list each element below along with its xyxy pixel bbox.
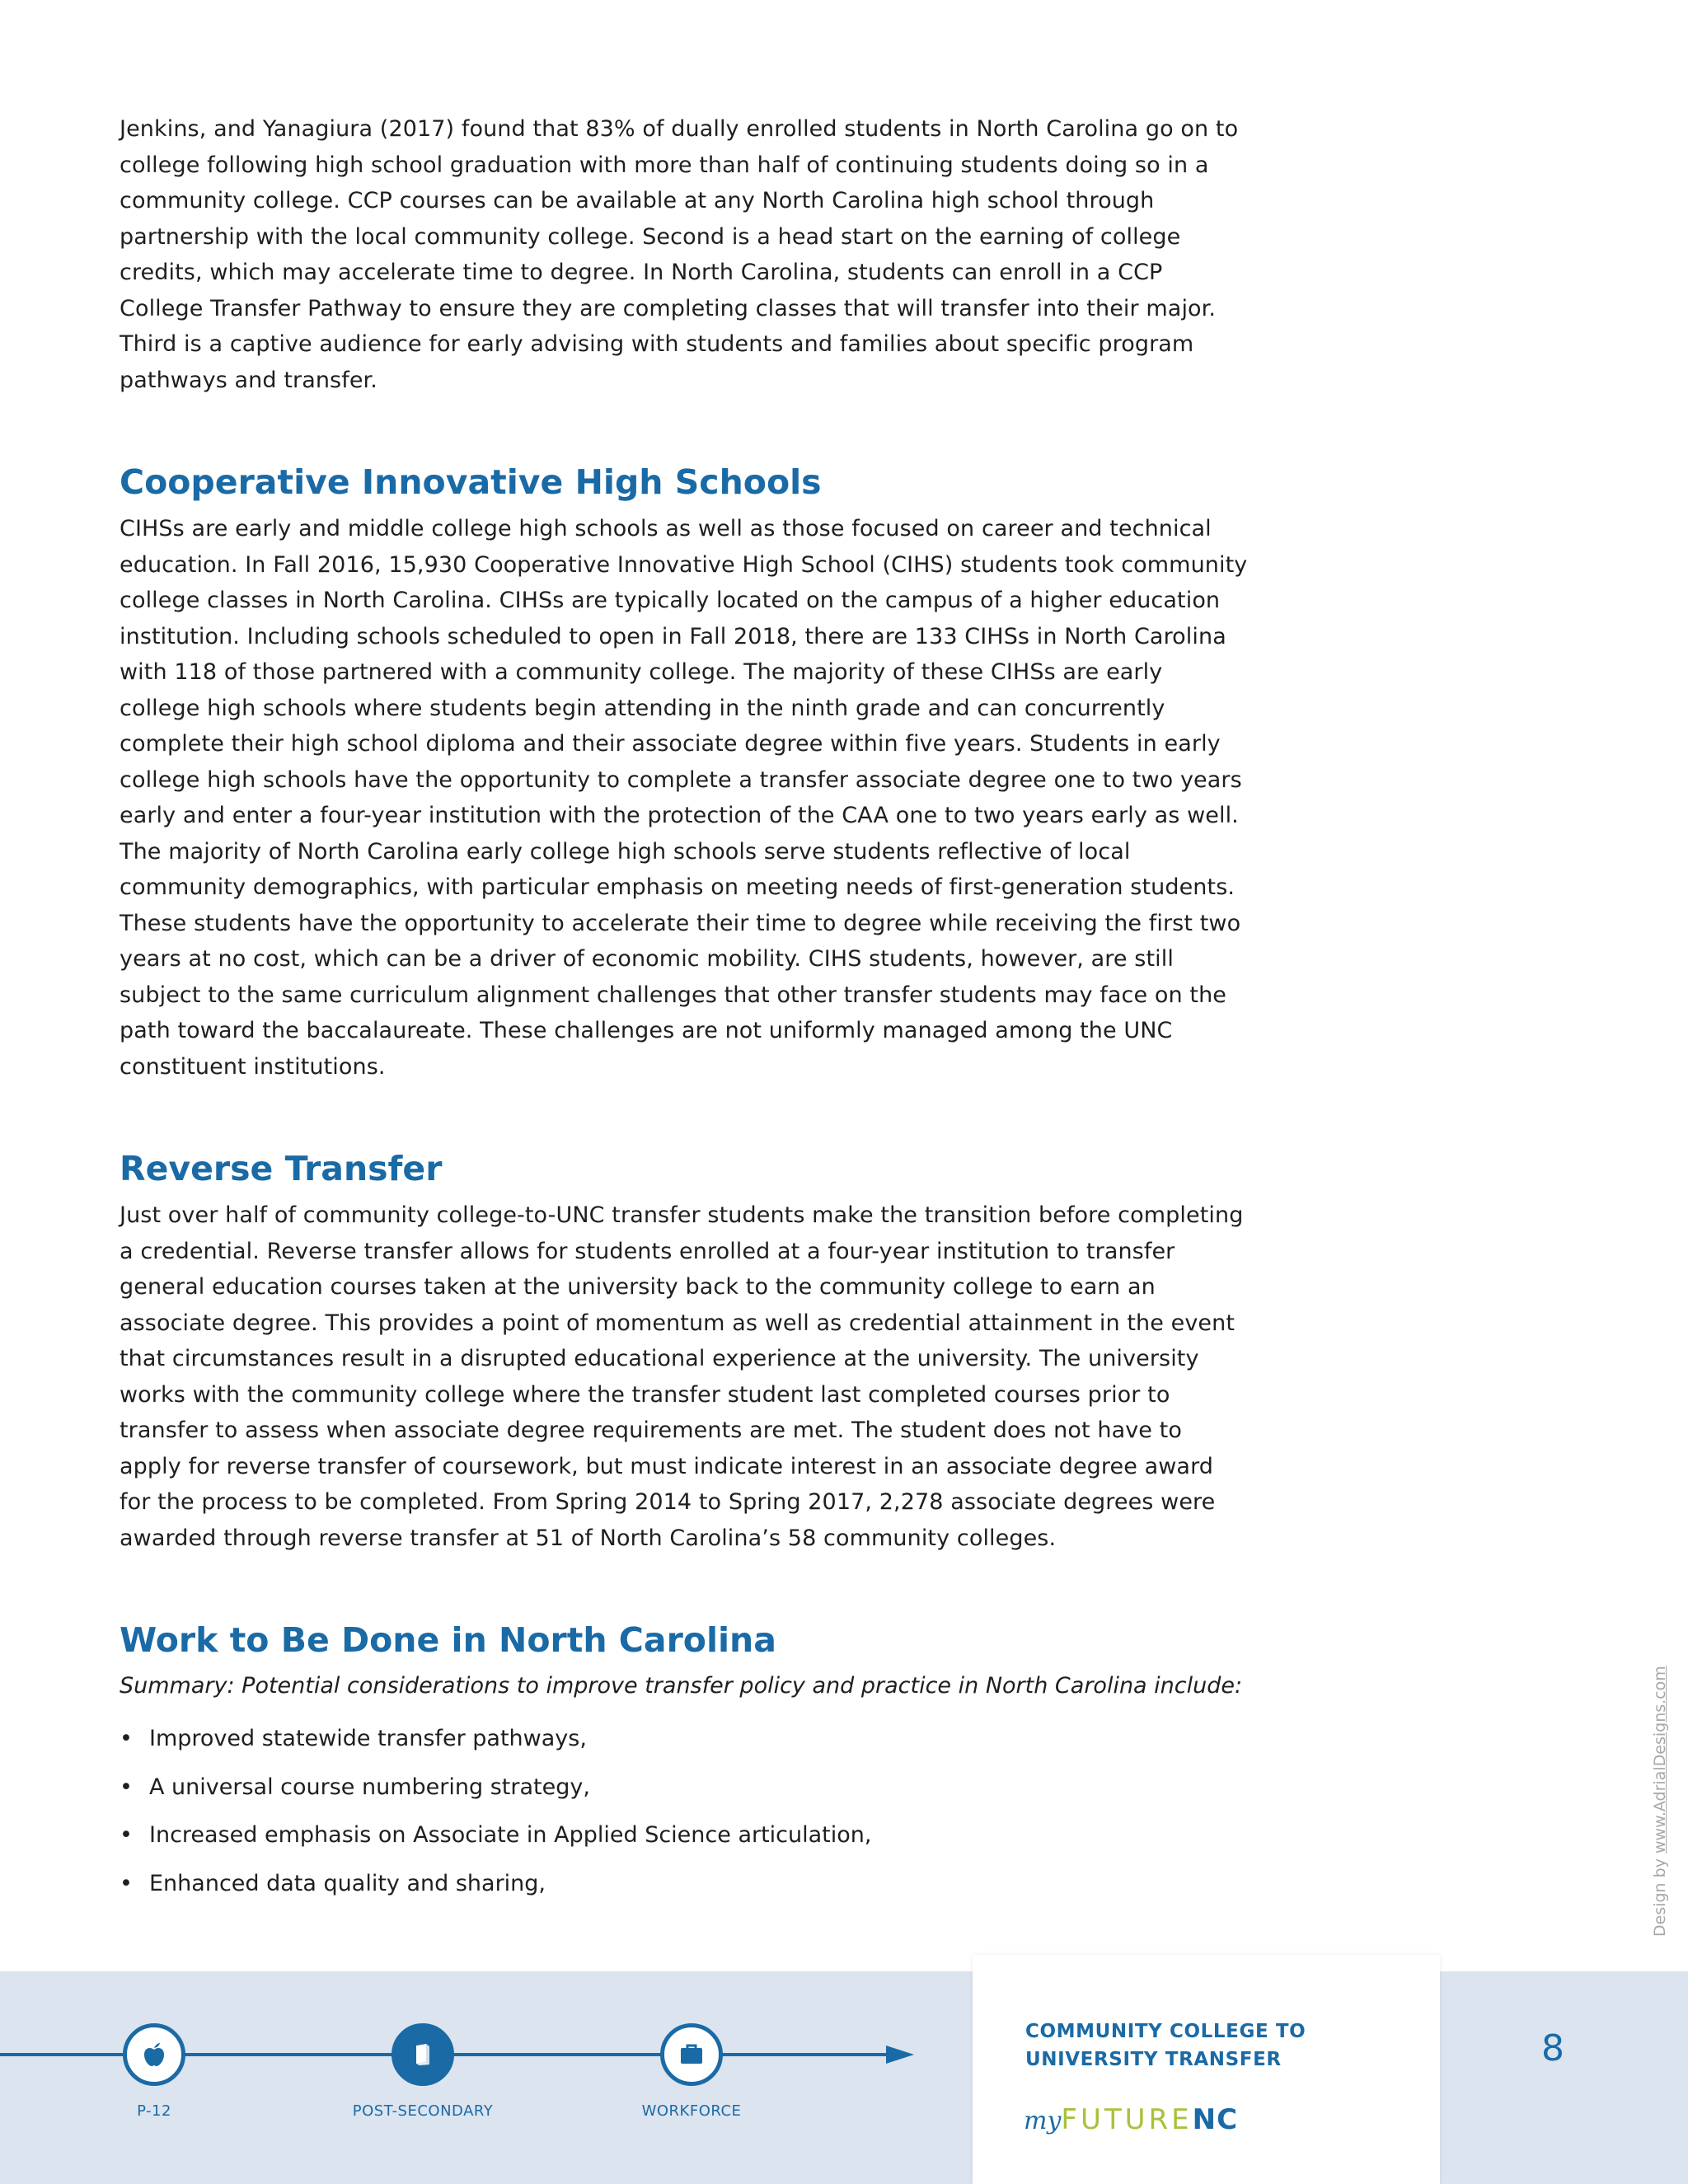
logo-nc: NC (1192, 2103, 1239, 2136)
timeline-label-workforce: WORKFORCE (641, 2102, 742, 2120)
design-credit-prefix: Design by (1651, 1854, 1669, 1937)
page-number: 8 (1541, 2027, 1564, 2069)
section-heading-cihs: Cooperative Innovative High Schools (120, 462, 822, 502)
section-heading-reverse-transfer: Reverse Transfer (120, 1149, 443, 1189)
timeline-node-post-secondary (392, 2023, 454, 2086)
list-item-text: Enhanced data quality and sharing, (149, 1870, 546, 1896)
section-heading-work-to-be-done: Work to Be Done in North Carolina (120, 1620, 776, 1661)
page-content (120, 111, 1249, 1908)
book-icon (409, 2041, 437, 2069)
myfuturenc-logo (1024, 2103, 1238, 2144)
list-item (120, 1860, 1249, 1909)
reverse-transfer-paragraph: Just over half of community college-to-UNC transfer students make the transition before completing a credential. Reverse transfer allows for students enrolled at a four-year institution to transfer general education courses taken at the university back to the community college to earn an associate degree. This provides a point of momentum as well as credential attainment in the event that circumstances result in a disrupted educational experience at the university. The university works with the community college where the transfer student last completed courses prior to transfer to assess when associate degree requirements are met. The student does not have to apply for reverse transfer of coursework, but must indicate interest in an associate degree award for the process to be completed. From Spring 2014 to Spring 2017, 2,278 associate degrees were awarded through reverse transfer at 51 of North Carolina’s 58 community colleges. (120, 1202, 1244, 1551)
bullet-icon: • (120, 1870, 133, 1896)
apple-icon (140, 2041, 168, 2069)
bullet-icon: • (120, 1726, 133, 1752)
list-item-text: A universal course numbering strategy, (149, 1774, 590, 1800)
design-credit-link[interactable]: www.AdrialDesigns.com (1651, 1666, 1669, 1854)
design-credit (1651, 1666, 1669, 1937)
list-item (120, 1764, 1249, 1812)
bullet-icon: • (120, 1774, 133, 1800)
list-item (120, 1811, 1249, 1860)
timeline-node-p12 (123, 2023, 185, 2086)
considerations-list (120, 1715, 1249, 1908)
list-item-text: Improved statewide transfer pathways, (149, 1726, 587, 1752)
logo-future: FUTURE (1061, 2103, 1193, 2136)
logo-my: my (1024, 2107, 1062, 2135)
brand-title: COMMUNITY COLLEGE TO UNIVERSITY TRANSFER (1025, 2021, 1306, 2070)
intro-paragraph: Jenkins, and Yanagiura (2017) found that 83% of dually enrolled students in North Carolina go on to college following high school graduation with more than half of continuing students doing so in a community college. CCP courses can be available at any North Carolina high school through partnership with the local community college. Second is a head start on the earning of college credits, which may accelerate time to degree. In North Carolina, students can enroll in a CCP College Transfer Pathway to ensure they are completing classes that will transfer into their major. Third is a captive audience for early advising with students and families about specific program pathways and transfer. (120, 116, 1239, 393)
briefcase-icon (678, 2041, 706, 2069)
timeline-label-post-secondary: POST-SECONDARY (352, 2102, 494, 2120)
cihs-paragraph: CIHSs are early and middle college high schools as well as those focused on career and technical education. In Fall 2016, 15,930 Cooperative Innovative High School (CIHS) students took community college classes in North Carolina. CIHSs are typically located on the campus of a higher education institution. Including schools scheduled to open in Fall 2018, there are 133 CIHSs in North Carolina with 118 of those partnered with a community college. The majority of these CIHSs are early college high schools where students begin attending in the ninth grade and can concurrently complete their high school diploma and their associate degree within five years. Students in early college high schools have the opportunity to complete a transfer associate degree one to two years early and enter a four-year institution with the protection of the CAA one to two years early as well. The majority of North Carolina early college high schools serve students reflective of local community demographics, with particular emphasis on meeting needs of first-generation students. These students have the opportunity to accelerate their time to degree while receiving the first two years at no cost, which can be a driver of economic mobility. CIHS students, however, are still subject to the same curriculum alignment challenges that other transfer students may face on the path toward the baccalaureate. These challenges are not uniformly managed among the UNC constituent institutions. (120, 516, 1248, 1080)
timeline-arrow-icon (886, 2046, 914, 2064)
timeline-node-workforce (660, 2023, 723, 2086)
brand-box (973, 1955, 1440, 2184)
bullet-icon: • (120, 1822, 133, 1849)
list-item-text: Increased emphasis on Associate in Applied Science articulation, (149, 1822, 872, 1849)
summary-line: Summary: Potential considerations to improve transfer policy and practice in North Carolina include: (120, 1672, 1243, 1699)
timeline-label-p12: P-12 (137, 2102, 171, 2120)
list-item (120, 1715, 1249, 1764)
